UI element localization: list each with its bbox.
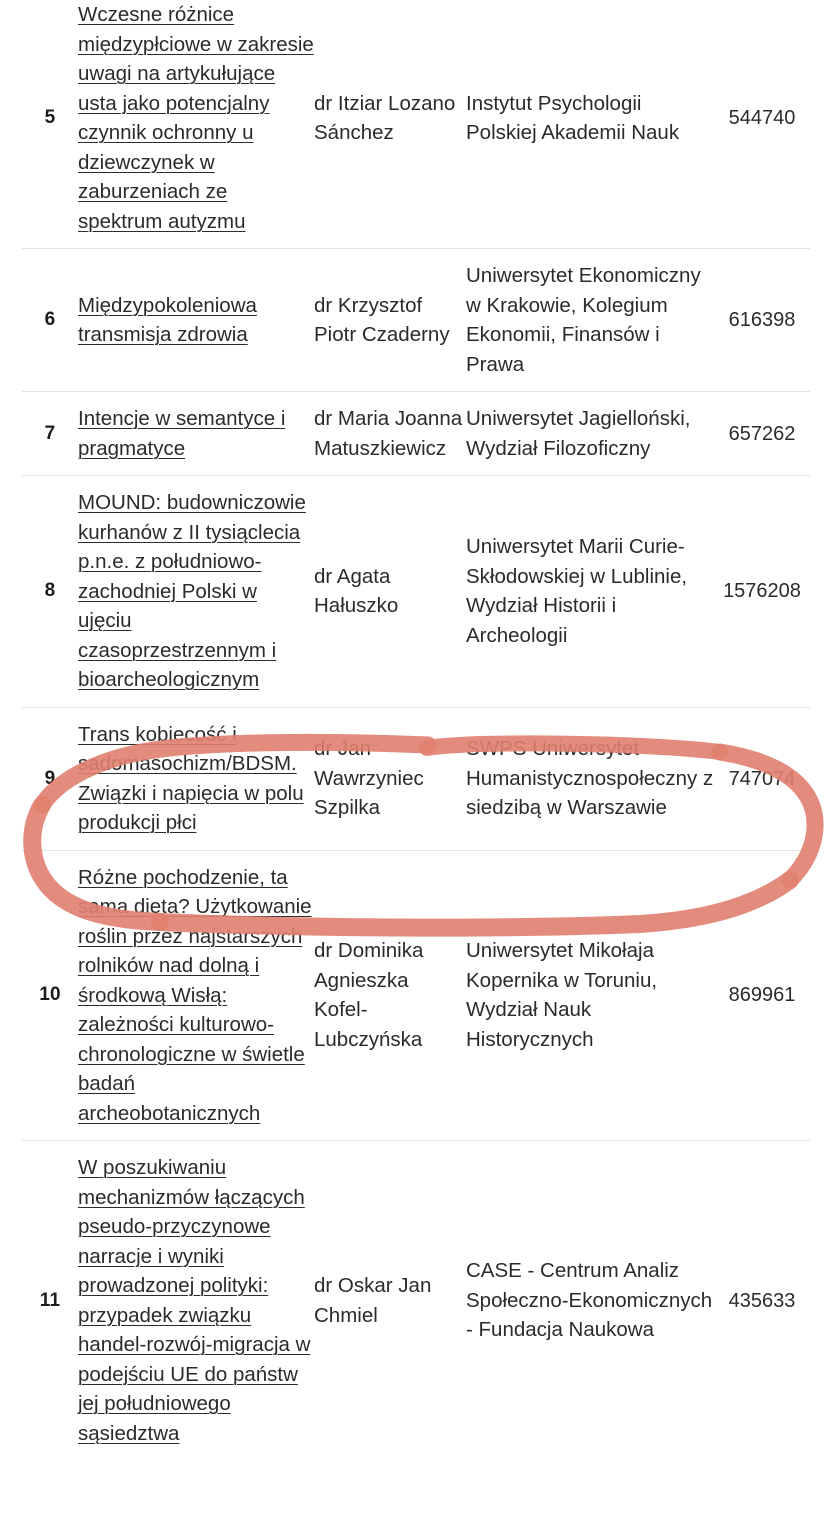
- row-institution: Uniwersytet Mikołaja Kopernika w Toruniu, Wydział Nauk Historycznych: [466, 850, 714, 1141]
- row-index: 8: [22, 476, 78, 708]
- row-author: dr Maria Joanna Matuszkiewicz: [314, 392, 466, 476]
- row-index: 5: [44, 107, 56, 128]
- row-institution: Uniwersytet Jagielloński, Wydział Filozoficzny: [466, 392, 714, 476]
- row-author: dr Agata Hałuszko: [314, 476, 466, 708]
- table-row: [22, 392, 810, 476]
- project-title-link[interactable]: Intencje w semantyce i pragmatyce: [78, 407, 286, 460]
- row-title-cell: [78, 0, 314, 249]
- row-institution: Instytut Psychologii Polskiej Akademii Nauk: [466, 91, 680, 144]
- row-institution: Uniwersytet Marii Curie-Skłodowskiej w Lublinie, Wydział Historii i Archeologii: [466, 476, 714, 708]
- project-title-link[interactable]: Różne pochodzenie, ta sama dieta? Użytkowanie roślin przez najstarszych rolników nad dolną i środkową Wisłą: zależności kulturowo-chronologiczne w świetle badań archeobotanicznych: [78, 865, 312, 1125]
- row-author: dr Itziar Lozano Sánchez: [314, 91, 456, 144]
- row-id: 435633: [714, 1141, 810, 1461]
- table-row: [22, 0, 810, 249]
- project-title-link[interactable]: Wczesne różnice międzypłciowe w zakresie uwagi na artykułujące usta jako potencjalny czynnik ochronny u dziewczynek w zaburzeniach ze spektrum autyzmu: [78, 3, 314, 233]
- projects-table: [22, 0, 810, 1460]
- row-institution: SWPS Uniwersytet Humanistycznospołeczny z siedzibą w Warszawie: [466, 707, 714, 850]
- row-id: 657262: [714, 392, 810, 476]
- project-title-link[interactable]: Trans kobiecość i sadomasochizm/BDSM. Związki i napięcia w polu produkcji płci: [78, 722, 304, 834]
- projects-table-body: [22, 0, 810, 1460]
- table-row: [22, 476, 810, 708]
- row-title-cell: [78, 707, 314, 850]
- project-title-link[interactable]: MOUND: budowniczowie kurhanów z II tysiąclecia p.n.e. z południowo-zachodniej Polski w ujęciu czasoprzestrzennym i bioarcheologicznym: [78, 491, 306, 691]
- row-title-cell: [78, 1141, 314, 1461]
- row-author: dr Oskar Jan Chmiel: [314, 1141, 466, 1461]
- row-institution: CASE - Centrum Analiz Społeczno-Ekonomicznych - Fundacja Naukowa: [466, 1141, 714, 1461]
- project-title-link[interactable]: Międzypokoleniowa transmisja zdrowia: [78, 293, 257, 346]
- row-index: 10: [22, 850, 78, 1141]
- row-title-cell: [78, 392, 314, 476]
- table-row-highlighted: [22, 707, 810, 850]
- project-title-link[interactable]: W poszukiwaniu mechanizmów łączących pseudo-przyczynowe narracje i wyniki prowadzonej polityki: przypadek związku handel-rozwój-migracja w podejściu UE do państw jej południowego sąsiedztwa: [78, 1156, 311, 1445]
- row-author: dr Jan Wawrzyniec Szpilka: [314, 707, 466, 850]
- row-institution: Uniwersytet Ekonomiczny w Krakowie, Kolegium Ekonomii, Finansów i Prawa: [466, 249, 714, 392]
- row-index: 6: [22, 249, 78, 392]
- row-id: 747074: [714, 707, 810, 850]
- row-id: 869961: [714, 850, 810, 1141]
- table-row: [22, 249, 810, 392]
- row-index: 7: [22, 392, 78, 476]
- row-title-cell: [78, 249, 314, 392]
- table-row: [22, 1141, 810, 1461]
- row-author: dr Dominika Agnieszka Kofel-Lubczyńska: [314, 850, 466, 1141]
- row-index: 11: [22, 1141, 78, 1461]
- row-id: 544740: [728, 107, 796, 129]
- row-id: 616398: [714, 249, 810, 392]
- row-title-cell: [78, 476, 314, 708]
- row-author: dr Krzysztof Piotr Czaderny: [314, 249, 466, 392]
- row-title-cell: [78, 850, 314, 1141]
- table-row: [22, 850, 810, 1141]
- row-index: 9: [22, 707, 78, 850]
- row-id: 1576208: [714, 476, 810, 708]
